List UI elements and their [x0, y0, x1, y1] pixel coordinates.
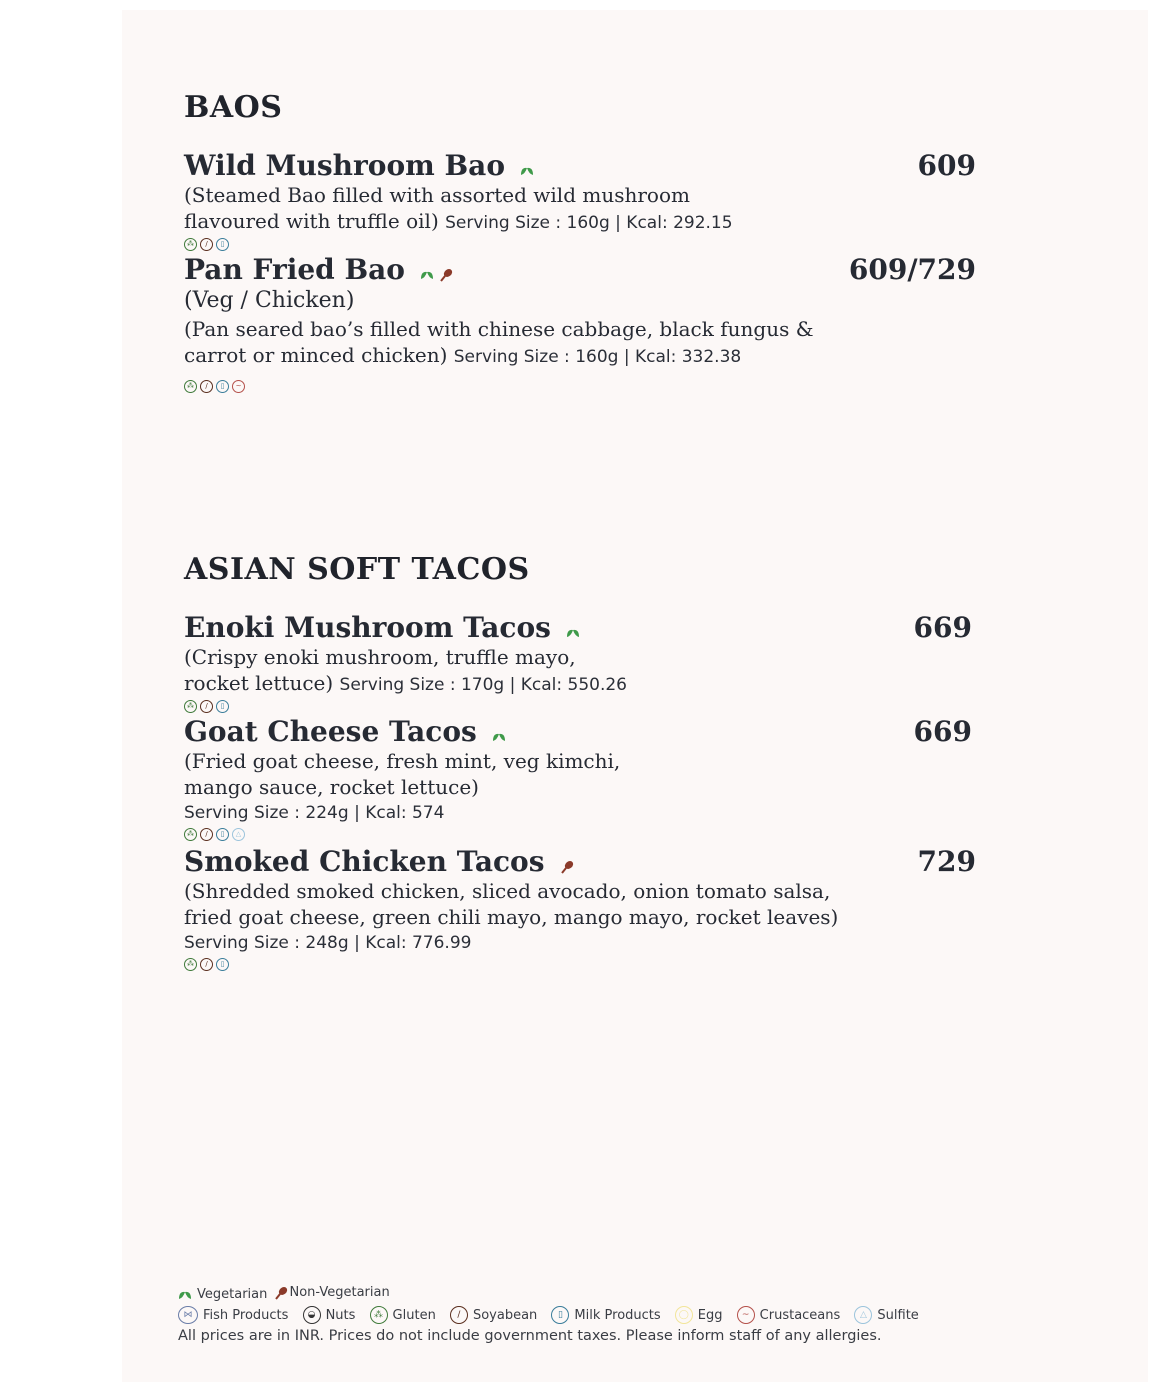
soyabean-icon: /: [200, 700, 213, 713]
description-line: (Fried goat cheese, fresh mint, veg kimchi,: [184, 749, 621, 773]
non-vegetarian-icon: [560, 860, 574, 874]
serving-info: Serving Size : 160g | Kcal: 332.38: [453, 347, 742, 367]
crustaceans-icon: ~: [232, 380, 245, 393]
legend-label: Nuts: [325, 1307, 356, 1323]
sulfite-icon: △: [232, 828, 245, 841]
section-title-asian-soft-tacos: ASIAN SOFT TACOS: [184, 552, 530, 587]
item-description: [184, 316, 984, 370]
soyabean-icon: /: [200, 958, 213, 971]
item-price: 669: [913, 715, 972, 748]
allergen-icons: [184, 700, 984, 716]
nuts-icon: ◒: [303, 1306, 321, 1324]
legend-label: Egg: [697, 1307, 723, 1323]
description-line: flavoured with truffle oil): [184, 209, 439, 233]
legend-label: Vegetarian: [197, 1287, 268, 1302]
serving-info: Serving Size : 248g | Kcal: 776.99: [184, 933, 472, 953]
legend-non-vegetarian: [274, 1285, 390, 1300]
item-price: 729: [917, 845, 976, 878]
diet-legend: [178, 1285, 400, 1304]
description-line: fried goat cheese, green chili mayo, mango mayo, rocket leaves): [184, 905, 839, 929]
legend-label: Fish Products: [203, 1307, 289, 1323]
item-variant: (Veg / Chicken): [184, 288, 355, 313]
vegetarian-icon: [566, 628, 580, 638]
item-price: 609/729: [848, 253, 976, 286]
menu-item-goat-cheese-tacos: [184, 716, 984, 844]
item-description: [184, 878, 1004, 956]
milk-products-icon: ▯: [551, 1306, 569, 1324]
milk-products-icon: ▯: [216, 700, 229, 713]
soyabean-icon: /: [450, 1306, 468, 1324]
soyabean-icon: /: [200, 380, 213, 393]
gluten-icon: ⁂: [184, 700, 197, 713]
egg-icon: ◯: [675, 1306, 693, 1324]
item-name: Enoki Mushroom Tacos: [184, 611, 551, 644]
menu-item-pan-fried-bao: [184, 254, 984, 396]
description-line: rocket lettuce): [184, 671, 334, 695]
gluten-icon: ⁂: [184, 958, 197, 971]
milk-products-icon: ▯: [216, 238, 229, 251]
price-note: All prices are in INR. Prices do not include government taxes. Please inform staff of any allergies.: [178, 1328, 882, 1344]
sulfite-icon: △: [854, 1306, 872, 1324]
gluten-icon: ⁂: [370, 1306, 388, 1324]
description-line: carrot or minced chicken): [184, 343, 448, 367]
fish-products-icon: ⋈: [178, 1306, 198, 1324]
milk-products-icon: ▯: [216, 958, 229, 971]
vegetarian-icon: [520, 166, 534, 176]
item-description: [184, 182, 984, 236]
description-line: (Steamed Bao filled with assorted wild mushroom: [184, 183, 690, 207]
legend-vegetarian: [178, 1287, 267, 1302]
item-name: Goat Cheese Tacos: [184, 715, 477, 748]
legend-nuts: [303, 1306, 356, 1324]
description-line: (Pan seared bao’s filled with chinese cabbage, black fungus &: [184, 317, 814, 341]
allergen-icons: [184, 380, 984, 396]
description-line: (Shredded smoked chicken, sliced avocado, onion tomato salsa,: [184, 879, 831, 903]
legend-label: Soyabean: [472, 1307, 538, 1323]
vegetarian-icon: [420, 270, 434, 280]
serving-info: Serving Size : 160g | Kcal: 292.15: [445, 213, 733, 233]
legend-egg: [675, 1306, 723, 1324]
section-title-baos: BAOS: [184, 90, 283, 125]
serving-info: Serving Size : 170g | Kcal: 550.26: [339, 675, 627, 695]
menu-item-wild-mushroom-bao: [184, 150, 984, 254]
soyabean-icon: /: [200, 238, 213, 251]
milk-products-icon: ▯: [216, 828, 229, 841]
item-price: 609: [917, 149, 976, 182]
menu-item-enoki-mushroom-tacos: [184, 612, 984, 716]
non-vegetarian-icon: [274, 1286, 288, 1300]
item-price: 669: [913, 611, 972, 644]
description-line: (Crispy enoki mushroom, truffle mayo,: [184, 645, 576, 669]
allergen-icons: [184, 958, 1004, 974]
vegetarian-icon: [178, 1290, 192, 1300]
item-name: Pan Fried Bao: [184, 253, 405, 286]
menu-item-smoked-chicken-tacos: [184, 846, 1004, 974]
legend-label: Gluten: [392, 1307, 436, 1323]
gluten-icon: ⁂: [184, 238, 197, 251]
legend-milk-products: [551, 1306, 660, 1324]
gluten-icon: ⁂: [184, 828, 197, 841]
allergen-icons: [184, 238, 984, 254]
legend-soyabean: [450, 1306, 537, 1324]
milk-products-icon: ▯: [216, 380, 229, 393]
legend-fish-products: [178, 1306, 288, 1324]
description-line: mango sauce, rocket lettuce): [184, 775, 479, 799]
item-name: Smoked Chicken Tacos: [184, 845, 545, 878]
item-description: [184, 644, 984, 698]
legend-label: Crustaceans: [759, 1307, 841, 1323]
gluten-icon: ⁂: [184, 380, 197, 393]
soyabean-icon: /: [200, 828, 213, 841]
crustaceans-icon: ~: [737, 1306, 755, 1324]
non-vegetarian-icon: [439, 268, 453, 282]
legend-label: Sulfite: [877, 1307, 919, 1323]
legend-sulfite: [854, 1306, 918, 1324]
legend-gluten: [370, 1306, 436, 1324]
legend-crustaceans: [737, 1306, 841, 1324]
legend-label: Milk Products: [574, 1307, 661, 1323]
item-name: Wild Mushroom Bao: [184, 149, 505, 182]
legend-label: Non-Vegetarian: [289, 1285, 390, 1300]
serving-info: Serving Size : 224g | Kcal: 574: [184, 803, 445, 823]
allergen-icons: [184, 828, 984, 844]
vegetarian-icon: [492, 732, 506, 742]
item-description: [184, 748, 984, 826]
allergen-legend: [178, 1306, 929, 1324]
